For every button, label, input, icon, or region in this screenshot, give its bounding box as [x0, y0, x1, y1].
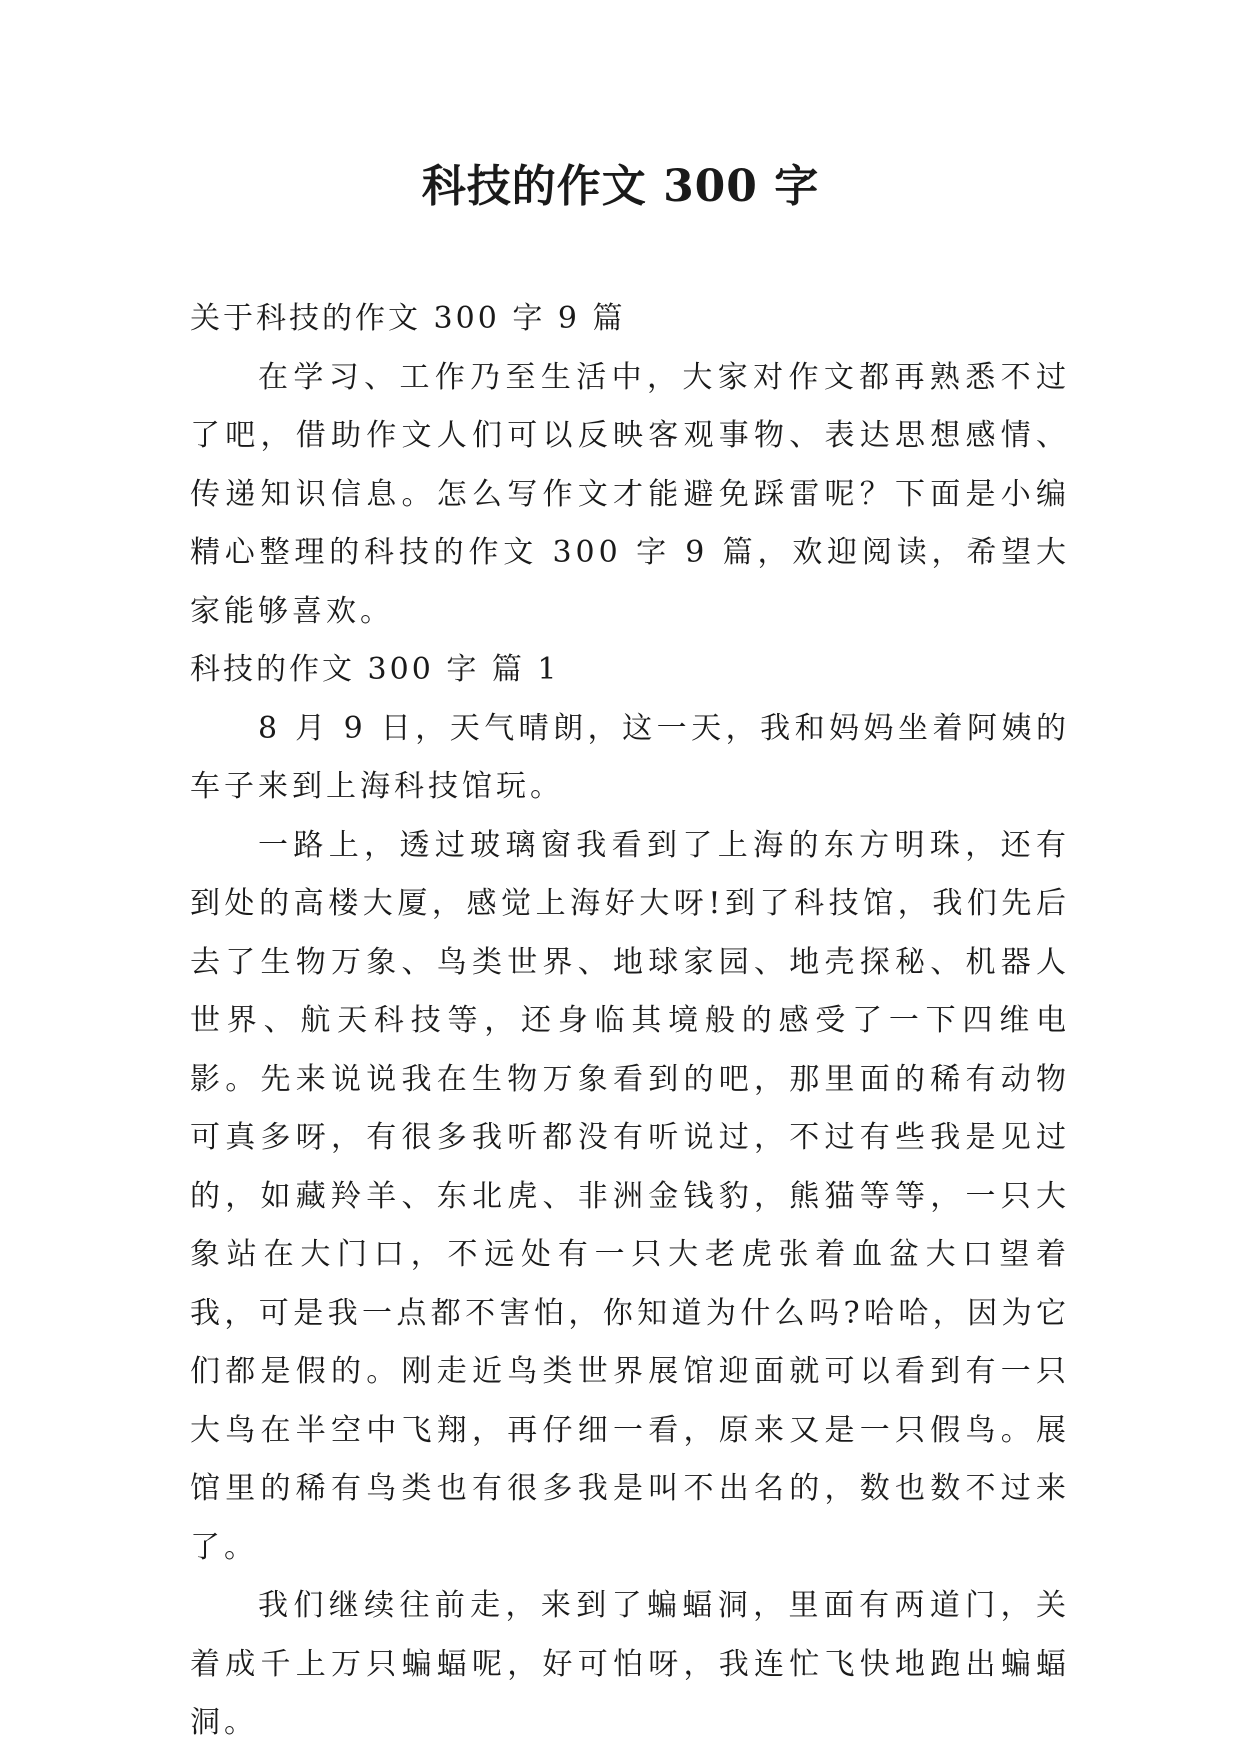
document-body: [190, 290, 1070, 1753]
section-heading: 科技的作文 300 字 篇 1: [190, 652, 560, 687]
document-subtitle: 关于科技的作文 300 字 9 篇: [190, 301, 626, 336]
body-paragraph: 我们继续往前走，来到了蝙蝠洞，里面有两道门，关着成千上万只蝙蝠呢，好可怕呀，我连忙飞快地跑出蝙蝠洞。: [190, 1588, 1070, 1740]
document-title: 科技的作文 300 字: [421, 161, 820, 212]
intro-paragraph: 在学习、工作乃至生活中，大家对作文都再熟悉不过了吧，借助作文人们可以反映客观事物、表达思想感情、传递知识信息。怎么写作文才能避免踩雷呢？下面是小编精心整理的科技的作文 300 字 9 篇，欢迎阅读，希望大家能够喜欢。: [190, 359, 1070, 629]
body-paragraph: 8 月 9 日，天气晴朗，这一天，我和妈妈坐着阿姨的车子来到上海科技馆玩。: [190, 710, 1070, 804]
body-paragraph: 一路上，透过玻璃窗我看到了上海的东方明珠，还有到处的高楼大厦，感觉上海好大呀!到了科技馆，我们先后去了生物万象、鸟类世界、地球家园、地壳探秘、机器人世界、航天科技等，还身临其境般的感受了一下四维电影。先来说说我在生物万象看到的吧，那里面的稀有动物可真多呀，有很多我听都没有听说过，不过有些我是见过的，如藏羚羊、东北虎、非洲金钱豹，熊猫等等，一只大象站在大门口，不远处有一只大老虎张着血盆大口望着我，可是我一点都不害怕，你知道为什么吗?哈哈，因为它们都是假的。刚走近鸟类世界展馆迎面就可以看到有一只大鸟在半空中飞翔，再仔细一看，原来又是一只假鸟。展馆里的稀有鸟类也有很多我是叫不出名的，数也数不过来了。: [190, 827, 1070, 1565]
